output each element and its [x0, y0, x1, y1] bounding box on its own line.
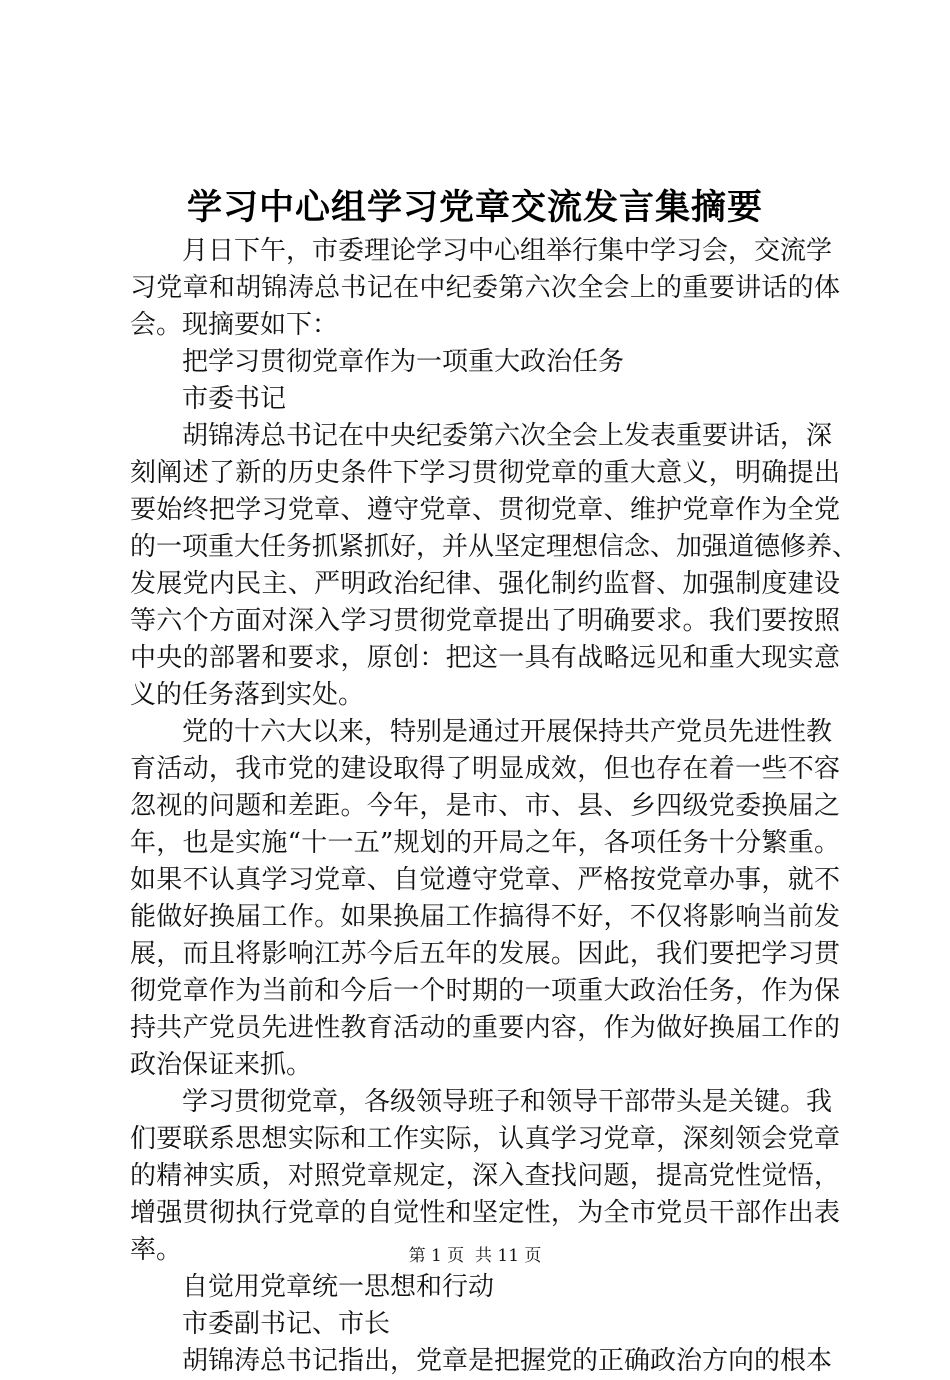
- text-line: 展，而且将影响江苏今后五年的发展。因此，我们要把学习贯: [130, 939, 840, 969]
- text-line: 刻阐述了新的历史条件下学习贯彻党章的重大意义，明确提出: [130, 458, 840, 488]
- document-body: [130, 233, 859, 1380]
- section-heading: 把学习贯彻党章作为一项重大政治任务: [182, 347, 625, 377]
- text-line: 会。现摘要如下：: [130, 310, 339, 340]
- section-heading: 自觉用党章统一思想和行动: [182, 1272, 495, 1302]
- page-number: 第 1 页 共 11 页: [408, 1246, 542, 1266]
- text-line: 持共产党员先进性教育活动的重要内容，作为做好换届工作的: [130, 1013, 840, 1043]
- page-footer: [0, 1244, 950, 1268]
- document-title: 学习中心组学习党章交流发言集摘要: [186, 187, 763, 228]
- text-line: 学习贯彻党章，各级领导班子和领导干部带头是关键。我: [182, 1087, 833, 1117]
- text-line: 政治保证来抓。: [130, 1050, 313, 1080]
- text-line: 中央的部署和要求，原创：把这一具有战略远见和重大现实意: [130, 643, 840, 673]
- text-line: 如果不认真学习党章、自觉遵守党章、严格按党章办事，就不: [130, 865, 840, 895]
- text-line: 胡锦涛总书记在中央纪委第六次全会上发表重要讲话，深: [182, 421, 833, 451]
- text-line: 彻党章作为当前和今后一个时期的一项重大政治任务，作为保: [130, 976, 840, 1006]
- text-line: 们要联系思想实际和工作实际，认真学习党章，深刻领会党章: [130, 1124, 840, 1154]
- text-line: 增强贯彻执行党章的自觉性和坚定性，为全市党员干部作出表: [130, 1198, 840, 1228]
- text-line: 发展党内民主、严明政治纪律、强化制约监督、加强制度建设: [130, 569, 840, 599]
- text-line: 月日下午，市委理论学习中心组举行集中学习会，交流学: [182, 236, 833, 266]
- text-line: 义的任务落到实处。: [130, 680, 365, 710]
- speaker-title: 市委书记: [182, 384, 287, 414]
- text-line: 胡锦涛总书记指出，党章是把握党的正确政治方向的根本: [182, 1346, 833, 1376]
- text-line: 的一项重大任务抓紧抓好，并从坚定理想信念、加强道德修养、: [130, 532, 859, 562]
- text-line: 育活动，我市党的建设取得了明显成效，但也存在着一些不容: [130, 754, 840, 784]
- text-line: 率。: [130, 1235, 183, 1265]
- speaker-title: 市委副书记、市长: [182, 1309, 391, 1339]
- text-line: 习党章和胡锦涛总书记在中纪委第六次全会上的重要讲话的体: [130, 273, 840, 303]
- text-line: 能做好换届工作。如果换届工作搞得不好，不仅将影响当前发: [130, 902, 840, 932]
- text-line: 的精神实质，对照党章规定，深入查找问题，提高党性觉悟，: [130, 1161, 840, 1191]
- text-line: 忽视的问题和差距。今年，是市、市、县、乡四级党委换届之: [130, 791, 840, 821]
- text-line: 要始终把学习党章、遵守党章、贯彻党章、维护党章作为全党: [130, 495, 840, 525]
- text-line: 年，也是实施“十一五”规划的开局之年，各项任务十分繁重。: [130, 828, 840, 858]
- text-line: 等六个方面对深入学习贯彻党章提出了明确要求。我们要按照: [130, 606, 840, 636]
- text-line: 党的十六大以来，特别是通过开展保持共产党员先进性教: [182, 717, 833, 747]
